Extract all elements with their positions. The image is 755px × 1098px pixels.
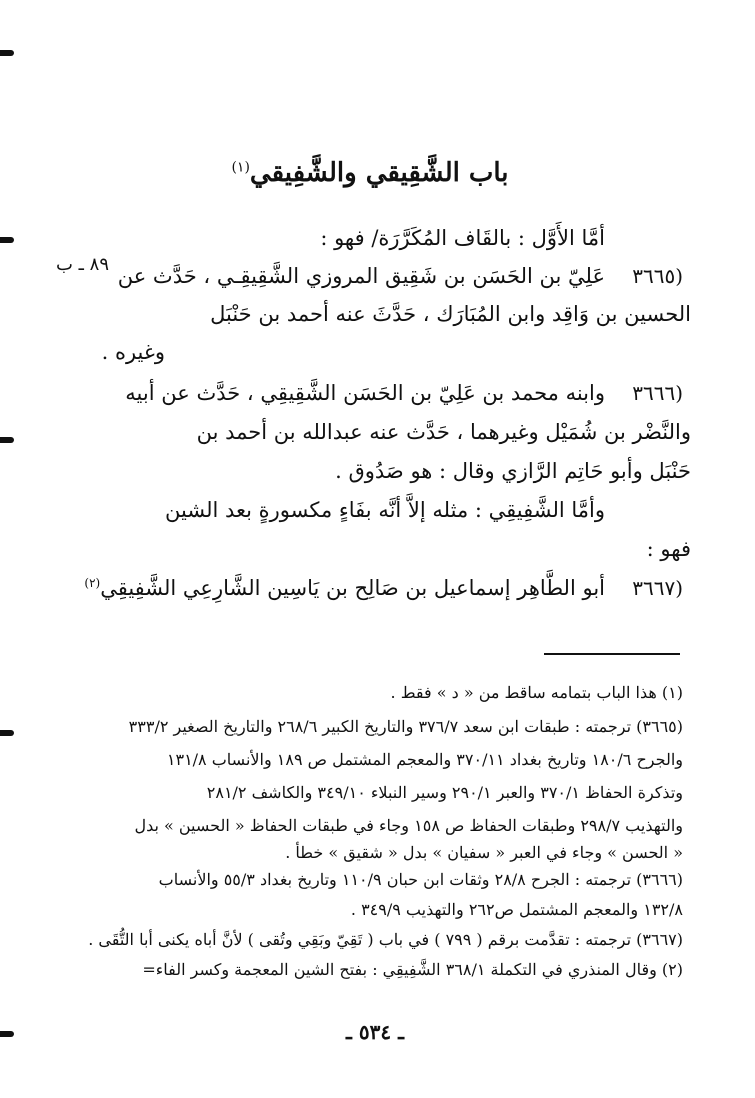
footnote-line: ١٣٢/٨ والمعجم المشتمل ص٢٦٢ والتهذيب ٣٤٩/٩ . [350, 900, 683, 919]
footnote-line: والتهذيب ٢٩٨/٧ وطبقات الحفاظ ص ١٥٨ وجاء في طبقات الحفاظ « الحسين » بدل [134, 816, 683, 835]
margin-folio-note: ٨٩ ـ ب [56, 254, 110, 275]
section-intro-line: وأمَّا الشَّفِيقِي : مثله إلاَّ أنَّه بفَاءٍ مكسورةٍ بعد الشين [165, 498, 605, 522]
footnote-line: (٣٦٦٥) ترجمته : طبقات ابن سعد ٣٧٦/٧ والتاريخ الكبير ٢٦٨/٦ والتاريخ الصغير ٣٣٣/٢ [128, 717, 683, 736]
entry-line [84, 576, 605, 600]
binding-mark [0, 50, 14, 56]
title-footnote-ref: (١) [231, 159, 250, 176]
entry-line: وغيره . [101, 340, 165, 364]
binding-mark [0, 730, 14, 736]
section-intro-line: فهو : [646, 537, 691, 561]
entry-line: الحسين بن وَاقِد وابن المُبَارَك ، حَدَّثَ عنه أحمد بن حَنْبَل [210, 302, 691, 326]
footnote-line: وتذكرة الحفاظ ٣٧٠/١ والعبر ٢٩٠/١ وسير النبلاء ٣٤٩/١٠ والكاشف ٢٨١/٢ [206, 783, 683, 802]
binding-mark [0, 237, 14, 243]
footnote-separator [544, 653, 680, 655]
entry-number: (٣٦٦٦ [632, 381, 683, 405]
footnote-line: « الحسن » وجاء في العبر « سفيان » بدل « شقيق » خطأ . [285, 843, 683, 862]
chapter-title-text: باب الشَّقِيقي والشَّفِيقي [249, 158, 509, 188]
chapter-title [200, 158, 540, 188]
entry-line: والنَّضْر بن شُمَيْل وغيرهما ، حَدَّث عنه عبدالله بن أحمد بن [196, 420, 691, 444]
entry-line: حَنْبَل وأبو حَاتِم الرَّازي وقال : هو صَدُوق . [335, 459, 691, 483]
footnote-line: (١) هذا الباب بتمامه ساقط من « د » فقط . [390, 683, 683, 702]
binding-mark [0, 437, 14, 443]
entry-line: وابنه محمد بن عَلِيّ بن الحَسَن الشَّقِيقِي ، حَدَّث عن أبيه [125, 381, 605, 405]
footnote-line: (٣٦٦٧) ترجمته : تقدَّمت برقم ( ٧٩٩ ) في باب ( تَقِيّ وبَقِي وتُقى ) لأنَّ أباه يكنى أبا التُّقَى . [88, 930, 683, 949]
entry-number: (٣٦٦٥ [632, 264, 683, 288]
binding-mark [0, 1031, 14, 1037]
intro-line: أمَّا الأَوَّل : بالقَاف المُكَرَّرَة/ فهو : [320, 226, 605, 250]
footnote-line: (٣٦٦٦) ترجمته : الجرح ٢٨/٨ وثقات ابن حبان ١١٠/٩ وتاريخ بغداد ٥٥/٣ والأنساب [158, 870, 683, 889]
footnote-line: والجرح ١٨٠/٦ وتاريخ بغداد ٣٧٠/١١ والمعجم المشتمل ص ١٨٩ والأنساب ١٣١/٨ [166, 750, 683, 769]
entry-line-text: أبو الطَّاهِر إسماعيل بن صَالِح بن يَاسِين الشَّارِعِي الشَّفِيقِي [100, 576, 605, 600]
footnote-line: (٢) وقال المنذري في التكملة ٣٦٨/١ الشَّفِيقِي : بفتح الشين المعجمة وكسر الفاء= [142, 960, 683, 979]
entry-number: (٣٦٦٧ [632, 576, 683, 600]
footnote-ref: (٢) [84, 576, 101, 590]
page-number: ـ ٥٣٤ ـ [346, 1020, 404, 1044]
entry-line: عَلِيّ بن الحَسَن بن شَقِيق المروزي الشَّقِيقِـي ، حَدَّث عن [117, 264, 605, 288]
